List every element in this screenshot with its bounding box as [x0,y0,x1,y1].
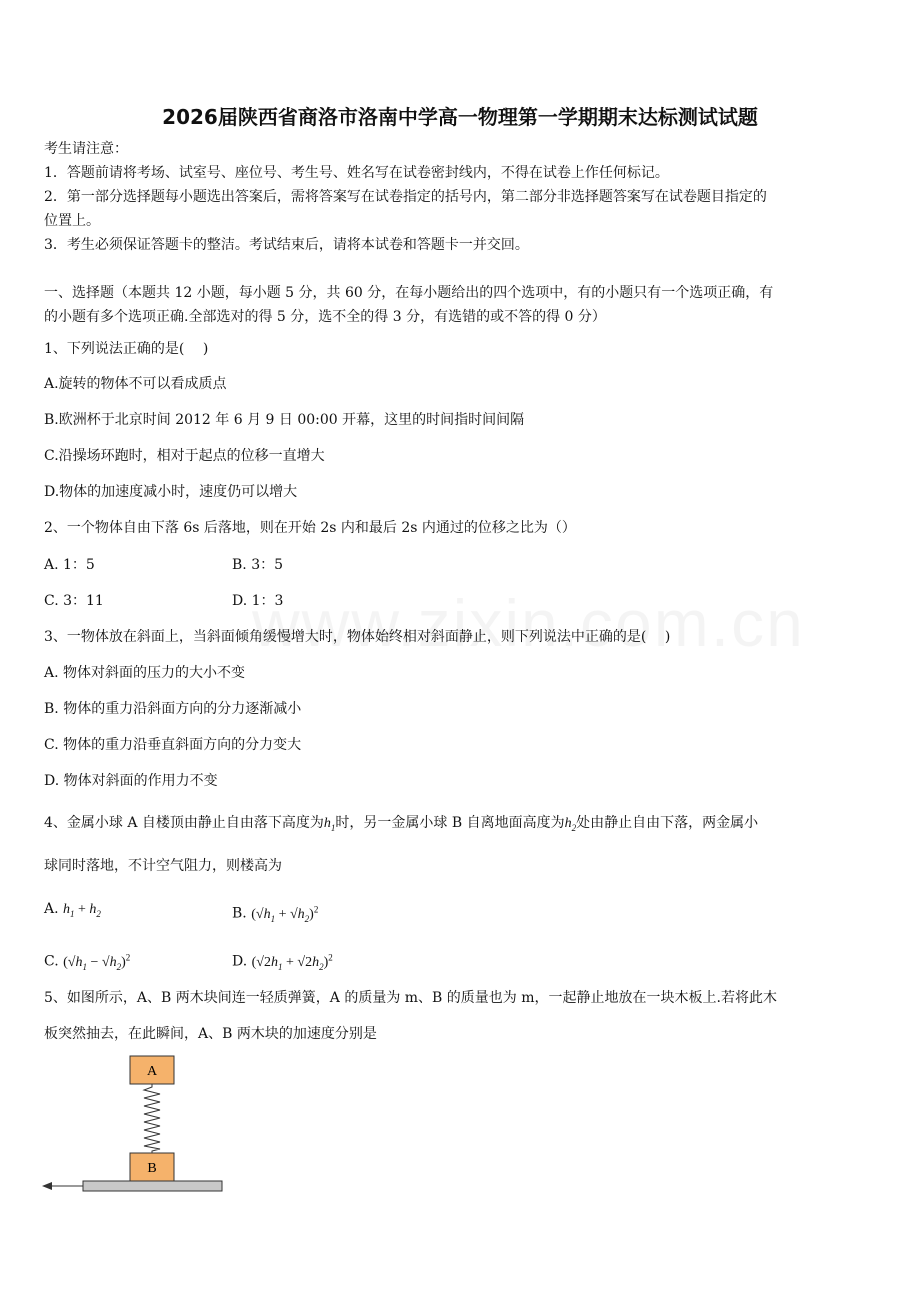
q2-option-d: D. 1：3 [232,593,284,609]
section-heading-line1: 一、选择题（本题共 12 小题，每小题 5 分，共 60 分，在每小题给出的四个选项中，有的小题只有一个选项正确，有 [44,285,774,301]
formula-c: $(√h_1 - √h_2)^2$ [63,952,131,972]
math-h1: $h_1$ [323,816,336,833]
formula-d: $(√2h_1 + √2h_2)^2$ [251,952,333,972]
block-a-label: A [146,1064,158,1079]
formula-a: $h_1 + h_2$ [63,902,101,919]
q1-option-a: A.旋转的物体不可以看成质点 [44,376,227,392]
spring-blocks-diagram [40,1054,230,1196]
q4-stem-part3: 处由静止自由下落，两金属小 [576,815,759,831]
page-title: 2026届陕西省商洛市洛南中学高一物理第一学期期末达标测试试题 [162,105,758,129]
q4-option-d: D. $(√2h_1 + √2h_2)^2$ [232,952,333,972]
q4-stem-part1: 4、金属小球 A 自楼顶由静止自由落下高度为 [44,815,324,831]
q2-stem: 2、一个物体自由下落 6s 后落地，则在开始 2s 内和最后 2s 内通过的位移之比为（） [44,520,576,536]
q2-option-b: B. 3：5 [232,557,284,573]
q1-option-c: C.沿操场环跑时，相对于起点的位移一直增大 [44,448,325,464]
wooden-board [83,1181,222,1191]
q4-stem-part2: 时，另一金属小球 B 自离地面高度为 [335,815,565,831]
q4-option-b: B. $(√h_1 + √h_2)^2$ [232,904,319,924]
q5-stem-line2: 板突然抽去，在此瞬间，A、B 两木块的加速度分别是 [44,1026,377,1042]
q4-stem-line2: 球同时落地，不计空气阻力，则楼高为 [44,858,282,874]
formula-b: $(√h_1 + √h_2)^2$ [251,904,319,924]
section-heading-line2: 的小题有多个选项正确.全部选对的得 5 分，选不全的得 3 分，有选错的或不答的得 0 分） [44,309,606,325]
q2-option-c: C. 3：11 [44,593,104,609]
q1-option-b: B.欧洲杯于北京时间 2012 年 6 月 9 日 00:00 开幕，这里的时间指时间间隔 [44,412,525,428]
spring [144,1084,160,1153]
block-b-label: B [147,1161,157,1176]
notice-item-3: 3．考生必须保证答题卡的整洁。考试结束后，请将本试卷和答题卡一并交回。 [44,237,529,253]
q3-option-d: D. 物体对斜面的作用力不变 [44,773,218,789]
q3-option-c: C. 物体的重力沿垂直斜面方向的分力变大 [44,737,302,753]
q3-stem: 3、一物体放在斜面上，当斜面倾角缓慢增大时，物体始终相对斜面静止，则下列说法中正确的是( ) [44,629,671,645]
notice-item-2-cont: 位置上。 [44,213,100,229]
math-h2: $h_2$ [564,816,577,833]
q3-option-b: B. 物体的重力沿斜面方向的分力逐渐减小 [44,701,302,717]
q1-stem: 1、下列说法正确的是( ) [44,341,209,357]
q1-option-d: D.物体的加速度减小时，速度仍可以增大 [44,484,298,500]
notice-item-2: 2．第一部分选择题每小题选出答案后，需将答案写在试卷指定的括号内，第二部分非选择题答案写在试卷题目指定的 [44,189,767,205]
q3-option-a: A. 物体对斜面的压力的大小不变 [44,665,246,681]
q2-option-a: A. 1：5 [44,557,95,573]
notice-heading: 考生请注意： [44,141,128,157]
pull-arrow-head [42,1182,52,1190]
q4-option-a: A. $h_1 + h_2$ [44,901,101,919]
q5-stem-line1: 5、如图所示，A、B 两木块间连一轻质弹簧，A 的质量为 m、B 的质量也为 m，一起静止地放在一块木板上.若将此木 [44,990,777,1006]
notice-item-1: 1．答题前请将考场、试室号、座位号、考生号、姓名写在试卷密封线内，不得在试卷上作任何标记。 [44,165,669,181]
q4-stem-line1 [44,813,758,838]
q4-option-c: C. $(√h_1 - √h_2)^2$ [44,952,131,972]
watermark [252,585,805,661]
